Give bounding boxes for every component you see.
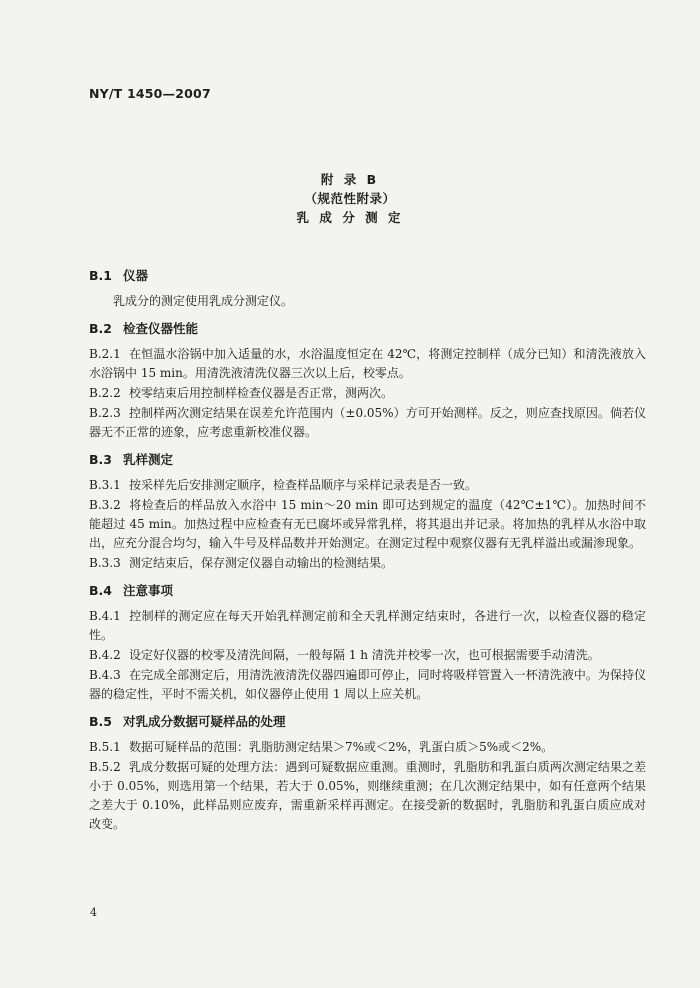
clause-text: 将检查后的样品放入水浴中 15 min～20 min 即可达到规定的温度（42℃±1℃）。加热时间不能超过 45 min。加热过程中应检查有无已腐坏或异常乳样，将其退出并记录。将加热的乳样从水浴中取出，应充分混合均匀，输入牛号及样品数并开始测定。在测定过程中观察仪器有无乳样溢出或漏渗现象。 [89, 498, 646, 550]
section-number: B.5 [89, 714, 112, 729]
clause-number: B.5.1 [89, 740, 121, 754]
clause-number: B.4.1 [89, 609, 121, 623]
clause-text: 乳成分数据可疑的处理方法：遇到可疑数据应重测。重测时，乳脂肪和乳蛋白质两次测定结果之差小于 0.05%，则选用第一个结果，若大于 0.05%，则继续重测；在几次测定结果中，如有任意两个结果之差大于 0.10%，此样品则应废弃，需重新采样再测定。在接受新的数据时，乳脂肪和乳蛋白质应成对改变。 [89, 760, 646, 831]
clause-number: B.3.2 [89, 498, 121, 512]
section-title: 注意事项 [123, 583, 174, 598]
clause-text: 控制样的测定应在每天开始乳样测定前和全天乳样测定结束时，各进行一次，以检查仪器的稳定性。 [89, 609, 646, 642]
clause-paragraph [89, 345, 646, 383]
section-number: B.2 [89, 321, 112, 336]
clause-paragraph [89, 758, 646, 834]
clause-paragraph [89, 404, 646, 442]
clause-number: B.4.3 [89, 668, 121, 682]
clause-text: 设定好仪器的校零及清洗间隔，一般每隔 1 h 清洗并校零一次，也可根据需要手动清洗。 [129, 648, 600, 662]
section-number: B.1 [89, 268, 112, 283]
clause-text: 数据可疑样品的范围：乳脂肪测定结果＞7%或＜2%，乳蛋白质＞5%或＜2%。 [129, 740, 554, 754]
clause-text: 控制样两次测定结果在误差允许范围内（±0.05%）方可开始测样。反之，则应查找原因。倘若仪器无不正常的迹象，应考虑重新校准仪器。 [89, 406, 646, 439]
annex-title-block [0, 170, 700, 227]
section-heading [89, 319, 646, 338]
annex-label: 附 录 B [320, 172, 380, 187]
section-heading [89, 712, 646, 731]
section-title: 检查仪器性能 [123, 321, 199, 336]
clause-number: B.5.2 [89, 760, 121, 774]
clause-number: B.3.1 [89, 478, 121, 492]
annex-type: （规范性附录） [304, 191, 396, 206]
clause-text: 测定结束后，保存测定仪器自动输出的检测结果。 [129, 556, 394, 570]
clause-paragraph [89, 738, 646, 757]
clause-number: B.2.1 [89, 347, 121, 361]
clause-text: 校零结束后用控制样检查仪器是否正常，测两次。 [129, 386, 394, 400]
section-heading [89, 581, 646, 600]
section-number: B.4 [89, 583, 112, 598]
clause-paragraph [89, 554, 646, 573]
section-title: 乳样测定 [123, 452, 174, 467]
clause-text: 在恒温水浴锅中加入适量的水，水浴温度恒定在 42℃，将测定控制样（成分已知）和清洗液放入水浴锅中 15 min。用清洗液清洗仪器三次以上后，校零点。 [89, 347, 646, 380]
clause-paragraph [89, 666, 646, 704]
clause-paragraph [89, 384, 646, 403]
clause-paragraph [89, 292, 646, 311]
clause-paragraph [89, 646, 646, 665]
section-number: B.3 [89, 452, 112, 467]
clause-paragraph [89, 476, 646, 495]
clause-paragraph [89, 607, 646, 645]
section-heading [89, 266, 646, 285]
document-body [89, 258, 646, 835]
clause-number: B.2.3 [89, 406, 121, 420]
document-number: NY/T 1450—2007 [89, 86, 211, 101]
clause-paragraph [89, 496, 646, 553]
clause-number: B.4.2 [89, 648, 121, 662]
annex-name: 乳 成 分 测 定 [296, 210, 404, 225]
section-title: 仪器 [123, 268, 149, 283]
section-heading [89, 450, 646, 469]
section-title: 对乳成分数据可疑样品的处理 [123, 714, 286, 729]
clause-number: B.2.2 [89, 386, 121, 400]
page-number: 4 [90, 906, 97, 919]
clause-number: B.3.3 [89, 556, 121, 570]
clause-text: 按采样先后安排测定顺序，检查样品顺序与采样记录表是否一致。 [129, 478, 478, 492]
clause-text: 乳成分的测定使用乳成分测定仪。 [113, 294, 294, 308]
clause-text: 在完成全部测定后，用清洗液清洗仪器四遍即可停止，同时将吸样管置入一杯清洗液中。为保持仪器的稳定性，平时不需关机，如仪器停止使用 1 周以上应关机。 [89, 668, 646, 701]
